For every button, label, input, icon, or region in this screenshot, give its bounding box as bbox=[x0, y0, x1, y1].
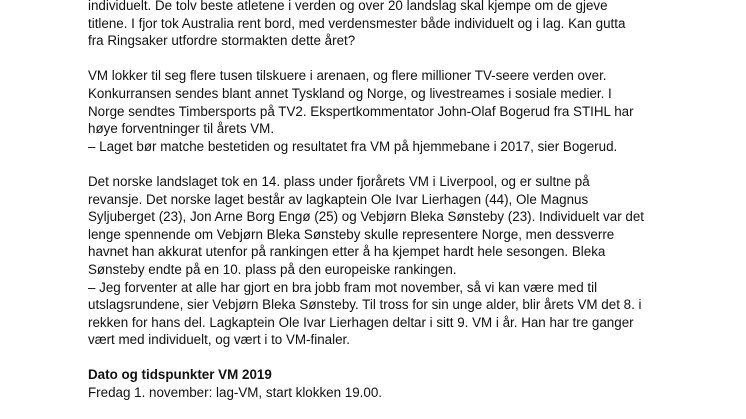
text-line: fra Ringsaker utfordre stormakten dette året? bbox=[88, 33, 356, 49]
text-line: havnet han akkurat utenfor på rankingen etter å ha kjempet hardt hele sesongen. Bleka bbox=[88, 244, 606, 260]
text-line: høye forventninger til årets VM. bbox=[88, 121, 275, 137]
schedule-section bbox=[88, 366, 708, 401]
quote-line: – Jeg forventer at alle har gjort en bra jobb fram mot november, så vi kan være med til bbox=[88, 279, 598, 295]
paragraph-broadcast bbox=[88, 67, 708, 155]
schedule-item: Fredag 1. november: lag-VM, start klokken 19.00. bbox=[88, 385, 382, 401]
text-line: revansje. Det norske laget består av lagkaptein Ole Ivar Lierhagen (44), Ole Magnus bbox=[88, 191, 589, 207]
paragraph-intro-continued bbox=[88, 0, 708, 50]
paragraph-spacer bbox=[88, 155, 708, 173]
text-line: utslagsrundene, sier Vebjørn Bleka Sønsteby. Til tross for sin unge alder, blir årets VM det 8. i bbox=[88, 297, 642, 313]
text-line: rekken for hans del. Lagkaptein Ole Ivar Lierhagen deltar i sitt 9. VM i år. Han har tre ganger bbox=[88, 314, 634, 330]
text-line: Sønsteby endte på en 10. plass på den europeiske rankingen. bbox=[88, 261, 457, 277]
paragraph-team bbox=[88, 173, 708, 349]
quote-line: – Laget bør matche bestetiden og resultatet fra VM på hjemmebane i 2017, sier Bogerud. bbox=[88, 138, 618, 154]
text-line: Norge sendtes Timbersports på TV2. Ekspertkommentator John-Olaf Bogerud fra STIHL har bbox=[88, 103, 634, 119]
section-heading: Dato og tidspunkter VM 2019 bbox=[88, 367, 272, 383]
paragraph-spacer bbox=[88, 349, 708, 367]
paragraph-spacer bbox=[88, 50, 708, 68]
article-body bbox=[88, 0, 708, 402]
text-line: Det norske landslaget tok en 14. plass under fjorårets VM i Liverpool, og er sultne på bbox=[88, 173, 590, 189]
text-line: lenge spennende om Vebjørn Bleka Sønsteby skulle representere Norge, men dessverre bbox=[88, 226, 615, 242]
text-line: VM lokker til seg flere tusen tilskuere i arenaen, og flere millioner TV-seere verden over. bbox=[88, 68, 607, 84]
text-line: Konkurransen sendes blant annet Tyskland og Norge, og livestreames i sosiale medier. I bbox=[88, 85, 612, 101]
text-line: vært med individuelt, og vært i to VM-finaler. bbox=[88, 332, 350, 348]
text-line: individuelt. De tolv beste atletene i verden og over 20 landslag skal kjempe om de gjeve bbox=[88, 0, 608, 13]
text-line: Syljuberget (23), Jon Arne Borg Engø (25) og Vebjørn Bleka Sønsteby (23). Individuelt var det bbox=[88, 209, 644, 225]
text-line: titlene. I fjor tok Australia rent bord, med verdensmester både individuelt og i lag. Kan gutta bbox=[88, 15, 626, 31]
